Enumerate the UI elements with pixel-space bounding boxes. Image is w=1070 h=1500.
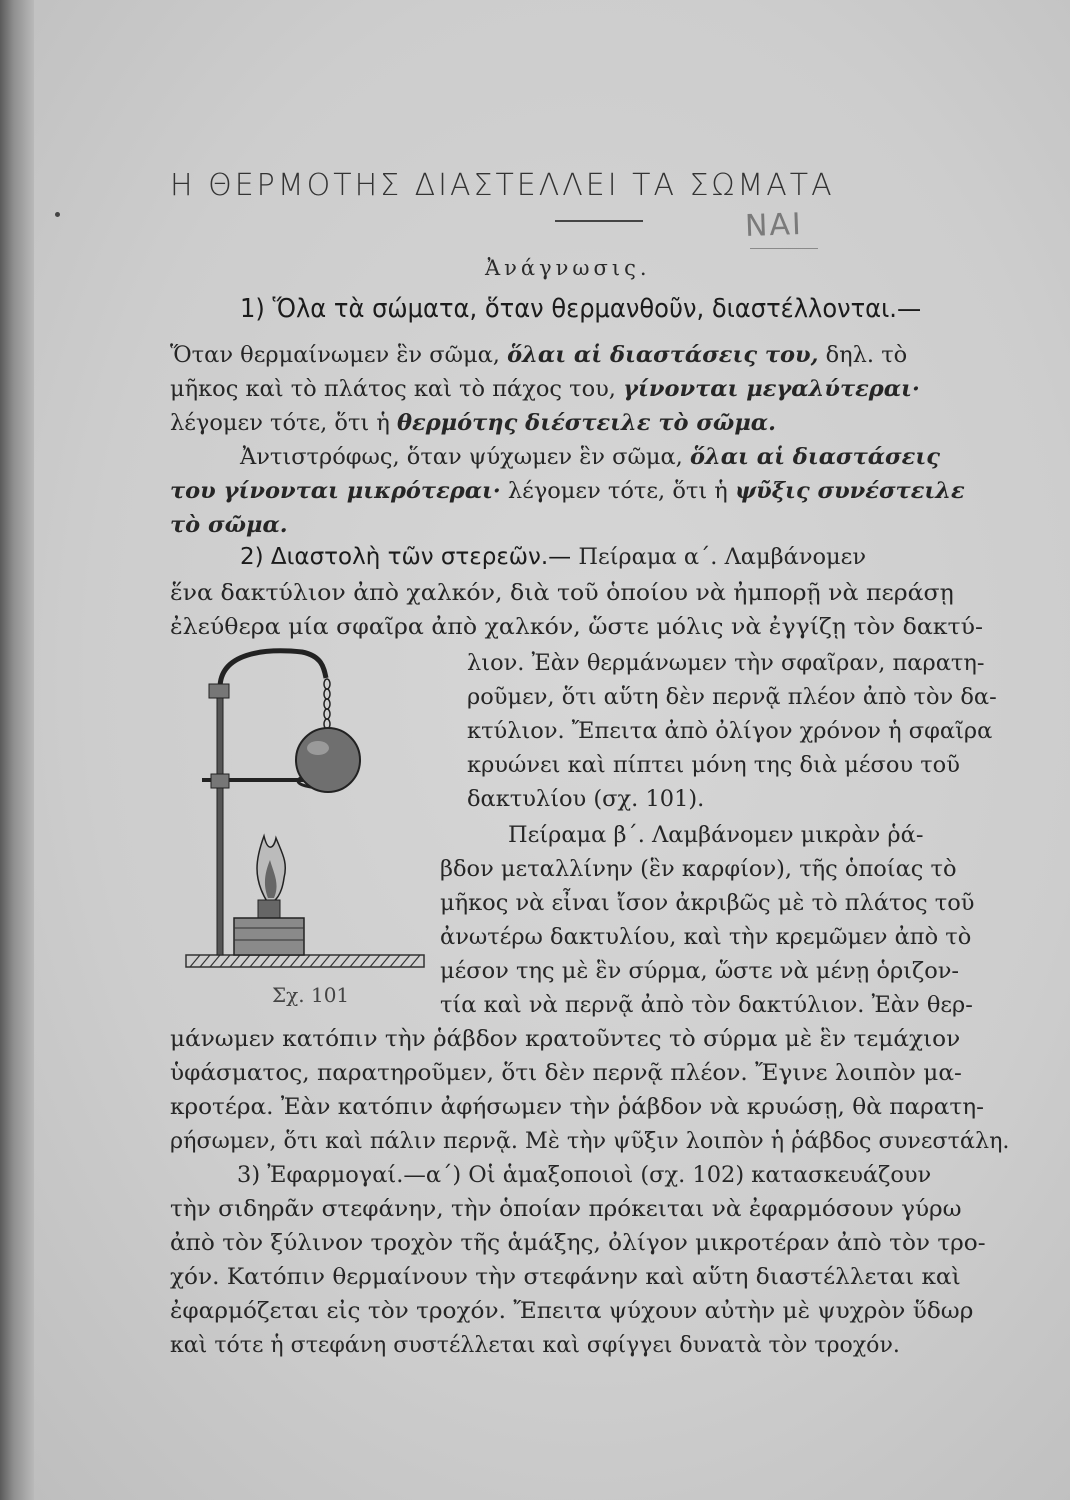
handwritten-note: ΝΑΙ xyxy=(744,207,804,244)
para2-line3: τὸ σῶμα. xyxy=(170,512,288,538)
para4-line9: κροτέρα. Ἐὰν κατόπιν ἀφήσωμεν τὴν ῥάβδον νὰ κρυώσῃ, θὰ παρατη- xyxy=(170,1094,984,1120)
para2-line1: Ἀντιστρόφως, ὅταν ψύχωμεν ἓν σῶμα, ὅλαι αἱ διαστάσεις xyxy=(240,444,940,470)
para5-line6: καὶ τότε ἡ στεφάνη συστέλλεται καὶ σφίγγει δυνατὰ τὸν τροχόν. xyxy=(170,1332,900,1358)
para5-line5: ἐφαρμόζεται εἰς τὸν τροχόν. Ἔπειτα ψύχουν αὐτὴν μὲ ψυχρὸν ὕδωρ xyxy=(170,1298,974,1324)
para1-line1: Ὅταν θερμαίνωμεν ἓν σῶμα, ὅλαι αἱ διαστάσεις του, δηλ. τὸ xyxy=(170,342,908,368)
para3-line5: ροῦμεν, ὅτι αὕτη δὲν περνᾷ πλέον ἀπὸ τὸν δα- xyxy=(467,684,997,710)
para3-line6: κτύλιον. Ἔπειτα ἀπὸ ὀλίγον χρόνον ἡ σφαῖρα xyxy=(467,718,993,744)
para4-line8: ὑφάσματος, παρατηροῦμεν, ὅτι δὲν περνᾷ πλέον. Ἔγινε λοιπὸν μα- xyxy=(170,1060,962,1086)
para3-line4: λιον. Ἐὰν θερμάνωμεν τὴν σφαῖραν, παρατη- xyxy=(467,650,985,676)
para3-line2: ἕνα δακτύλιον ἀπὸ χαλκόν, διὰ τοῦ ὁποίου νὰ ἠμπορῇ νὰ περάσῃ xyxy=(170,580,954,606)
para5-line3: ἀπὸ τὸν ξύλινον τροχὸν τῆς ἁμάξης, ὀλίγον μικροτέραν ἀπὸ τὸν τρο- xyxy=(170,1230,986,1256)
para5-line4: χόν. Κατόπιν θερμαίνουν τὴν στεφάνην καὶ αὕτη διαστέλλεται καὶ xyxy=(170,1264,961,1290)
para5-line1: 3) Ἐφαρμογαί.—α΄) Οἱ ἁμαξοποιοὶ (σχ. 102) κατασκευάζουν xyxy=(237,1162,932,1188)
para4-line4: ἀνωτέρω δακτυλίου, καὶ τὴν κρεμῶμεν ἀπὸ τὸ xyxy=(440,924,972,950)
para4-line3: μῆκος νὰ εἶναι ἴσον ἀκριβῶς μὲ τὸ πλάτος τοῦ xyxy=(440,890,975,916)
handwritten-underline xyxy=(750,248,818,249)
para4-line10: ρήσωμεν, ὅτι καὶ πάλιν περνᾷ. Μὲ τὴν ψῦξιν λοιπὸν ἡ ῥάβδος συνεστάλη. xyxy=(170,1128,1010,1154)
para4-line7: μάνωμεν κατόπιν τὴν ῥάβδον κρατοῦντες τὸ σύρμα μὲ ἓν τεμάχιον xyxy=(170,1026,961,1052)
para2-line2: του γίνονται μικρότεραι· λέγομεν τότε, ὅτι ἡ ψῦξις συνέστειλε xyxy=(170,478,965,504)
section-subtitle: Ἀνάγνωσις. xyxy=(485,256,651,280)
page-title: Η ΘΕΡΜΟΤΗΣ ΔΙΑΣΤΕΛΛΕΙ ΤΑ ΣΩΜΑΤΑ xyxy=(170,168,835,203)
para1-line3: λέγομεν τότε, ὅτι ἡ θερμότης διέστειλε τὸ σῶμα. xyxy=(170,410,776,436)
para4-line2: βδον μεταλλίνην (ἓν καρφίον), τῆς ὁποίας τὸ xyxy=(440,856,957,882)
para3-line3: ἐλεύθερα μία σφαῖρα ἀπὸ χαλκόν, ὥστε μόλις νὰ ἐγγίζῃ τὸν δακτύ- xyxy=(170,614,983,640)
para3-line8: δακτυλίου (σχ. 101). xyxy=(467,786,705,812)
title-divider xyxy=(555,220,643,222)
para3-line1: 2) Διαστολὴ τῶν στερεῶν.— Πείραμα α΄. Λαμβάνομεν xyxy=(240,544,867,570)
para1-heading: 1) Ὅλα τὰ σώματα, ὅταν θερμανθοῦν, διαστέλλονται.— xyxy=(240,294,922,324)
para5-line2: τὴν σιδηρᾶν στεφάνην, τὴν ὁποίαν πρόκειται νὰ ἐφαρμόσουν γύρω xyxy=(170,1196,962,1222)
para3-line7: κρυώνει καὶ πίπτει μόνη της διὰ μέσου τοῦ xyxy=(467,752,960,778)
speck xyxy=(55,212,60,217)
ring-and-ball-apparatus-icon xyxy=(184,648,429,978)
para4-line6: τία καὶ νὰ περνᾷ ἀπὸ τὸν δακτύλιον. Ἐὰν θερ- xyxy=(440,992,973,1018)
page-gutter-shadow xyxy=(0,0,34,1500)
figure-caption: Σχ. 101 xyxy=(272,983,350,1007)
para1-line2: μῆκος καὶ τὸ πλάτος καὶ τὸ πάχος του, γίνονται μεγαλύτεραι· xyxy=(170,376,920,402)
para4-line1: Πείραμα β΄. Λαμβάνομεν μικρὰν ῥά- xyxy=(508,822,924,848)
para4-line5: μέσον της μὲ ἓν σύρμα, ὥστε νὰ μένῃ ὁριζον- xyxy=(440,958,960,984)
